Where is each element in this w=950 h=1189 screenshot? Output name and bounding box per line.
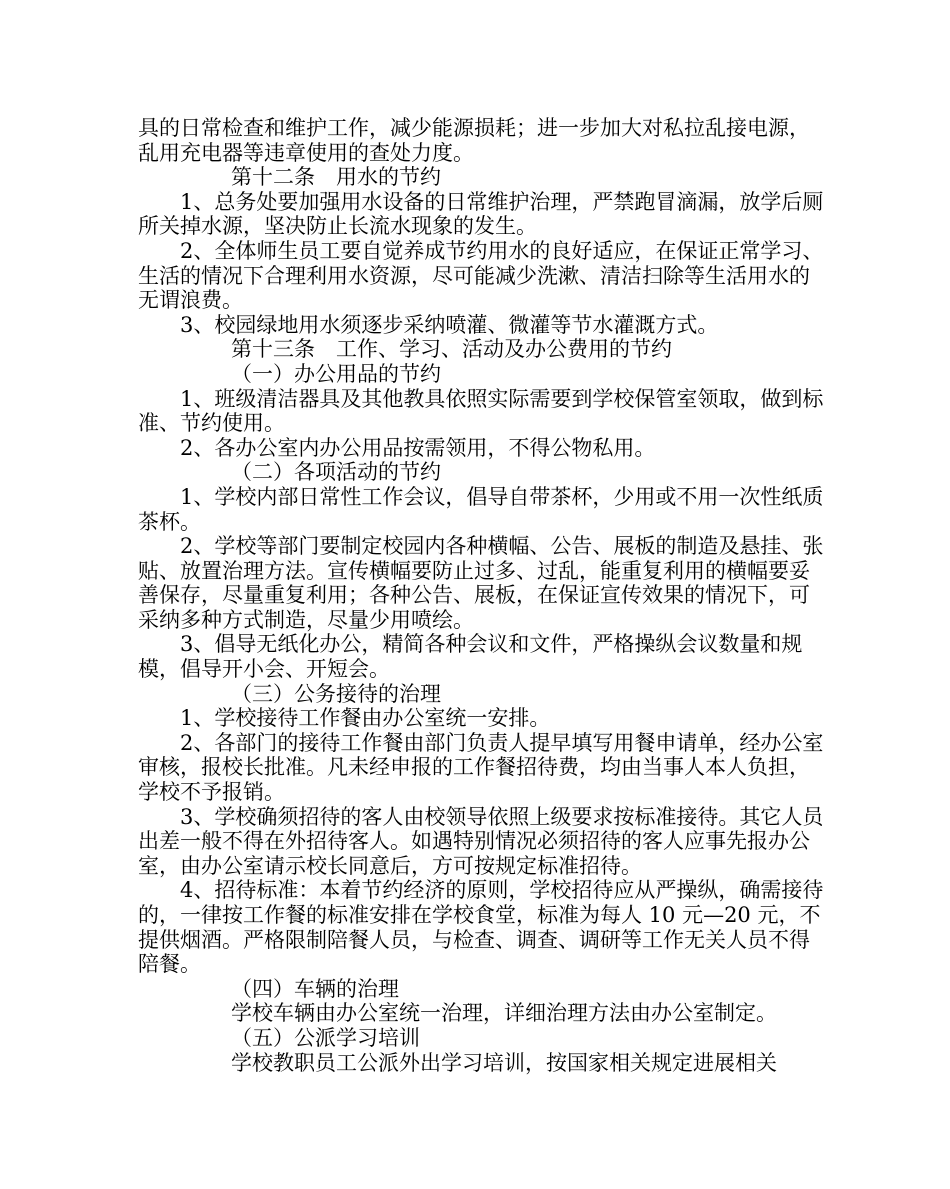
paragraph-water-3: 3、校园绿地用水须逐步采纳喷灌、微灌等节水灌溉方式。: [180, 312, 719, 337]
paragraph-energy-continued: 具的日常检查和维护工作，减少能源损耗；进一步加大对私拉乱接电源，乱用充电器等违章使用的查处力度。: [138, 116, 810, 165]
paragraph-activity-1: 1、学校内部日常性工作会议，倡导自带茶杯，少用或不用一次性纸质茶杯。: [138, 484, 824, 534]
paragraph-office-1: 1、班级清洁器具及其他教具依照实际需要到学校保管室领取，做到标准、节约使用。: [138, 386, 824, 436]
paragraph-water-1: 1、总务处要加强用水设备的日常维护治理，严禁跑冒滴漏，放学后厕所关掉水源，坚决防止长流水现象的发生。: [138, 189, 824, 239]
section-3-heading: （三）公务接待的治理: [231, 681, 441, 706]
paragraph-training: 学校教职员工公派外出学习培训，按国家相关规定进展相关: [231, 1050, 777, 1075]
paragraph-office-2: 2、各办公室内办公用品按需领用，不得公物私用。: [180, 435, 656, 460]
article-12-heading: 第十二条 用水的节约: [231, 165, 441, 190]
section-1-heading: （一）办公用品的节约: [231, 361, 441, 386]
paragraph-reception-1: 1、学校接待工作餐由办公室统一安排。: [180, 706, 551, 731]
document-body: [138, 116, 828, 1075]
section-4-heading: （四）车辆的治理: [231, 976, 399, 1001]
paragraph-activity-3: 3、倡导无纸化办公，精简各种会议和文件，严格操纵会议数量和规模，倡导开小会、开短会。: [138, 632, 803, 682]
paragraph-water-2: 2、全体师生员工要自觉养成节约用水的良好适应，在保证正常学习、生活的情况下合理利用水资源，尽可能减少洗漱、清洁扫除等生活用水的无谓浪费。: [138, 238, 824, 313]
paragraph-reception-3: 3、学校确须招待的客人由校领导依照上级要求按标准接待。其它人员出差一般不得在外招待客人。如遇特别情况必须招待的客人应事先报办公室，由办公室请示校长同意后，方可按规定标准招待。: [138, 804, 824, 878]
paragraph-activity-2: 2、学校等部门要制定校园内各种横幅、公告、展板的制造及悬挂、张贴、放置治理方法。宣传横幅要防止过多、过乱，能重复利用的横幅要妥善保存，尽量重复利用；各种公告、展板，在保证宣传效果的情况下，可采纳多种方式制造，尽量少用喷绘。: [138, 534, 824, 632]
paragraph-reception-2: 2、各部门的接待工作餐由部门负责人提早填写用餐申请单，经办公室审核，报校长批准。凡未经申报的工作餐招待费，均由当事人本人负担，学校不予报销。: [138, 730, 824, 805]
section-2-heading: （二）各项活动的节约: [231, 460, 441, 485]
paragraph-reception-4: 4、招待标准：本着节约经济的原则，学校招待应从严操纵，确需接待的，一律按工作餐的标准安排在学校食堂，标准为每人 10 元—20 元，不提供烟酒。严格限制陪餐人员，与检查、调查、调研等工作无关人员不得陪餐。: [138, 878, 824, 977]
article-13-heading: 第十三条 工作、学习、活动及办公费用的节约: [231, 337, 672, 362]
paragraph-vehicles: 学校车辆由办公室统一治理，详细治理方法由办公室制定。: [231, 1001, 777, 1026]
section-5-heading: （五）公派学习培训: [231, 1025, 420, 1050]
